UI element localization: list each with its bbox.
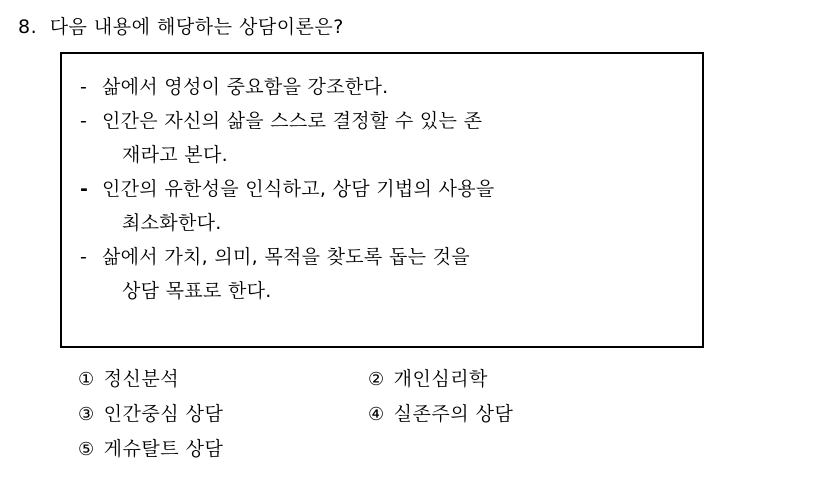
passage-word: 상담: [332, 178, 370, 200]
passage-word: 목적을: [264, 246, 321, 268]
passage-word: 자신의: [164, 110, 221, 132]
passage-item: [80, 104, 684, 172]
passage-word: 것을: [432, 246, 470, 268]
passage-word: 돕는: [388, 246, 427, 268]
choice-option-1[interactable]: [78, 362, 368, 397]
question-stem: [18, 14, 344, 40]
passage-box: [60, 52, 704, 348]
passage-item-line: 최소화한다.: [122, 212, 222, 234]
passage-item-line: [102, 104, 684, 138]
choice-number-icon: ⑤: [78, 439, 95, 460]
choice-label: 게슈탈트 상담: [103, 438, 224, 460]
choice-row: [78, 362, 678, 397]
passage-word: 기법의: [376, 178, 433, 200]
choice-row: [78, 432, 678, 467]
choice-number-icon: ①: [78, 369, 95, 390]
choice-option-3[interactable]: [78, 397, 368, 432]
choice-number-icon: ②: [368, 369, 385, 390]
passage-word: 결정할: [332, 110, 389, 132]
passage-item: [80, 240, 684, 308]
choice-label: 인간중심 상담: [103, 403, 224, 425]
passage-item: [80, 70, 684, 104]
passage-item-line: 재라고 본다.: [122, 144, 228, 166]
bullet-dash-icon: -: [80, 76, 88, 98]
passage-word: 찾도록: [326, 246, 383, 268]
choice-option-4[interactable]: [368, 397, 678, 432]
passage-word: 사용을: [438, 178, 495, 200]
choice-number-icon: ③: [78, 404, 95, 425]
answer-choices: [78, 362, 678, 467]
choice-label: 정신분석: [103, 368, 180, 390]
passage-item-text: [102, 70, 684, 104]
passage-item-line: 상담 목표로 한다.: [122, 280, 272, 302]
passage-word: 삶을: [226, 110, 264, 132]
passage-word: 인식하고,: [245, 178, 327, 200]
passage-item-line: 삶에서 영성이 중요함을 강조한다.: [102, 76, 389, 98]
choice-option-2[interactable]: [368, 362, 678, 397]
question-number: 8.: [18, 16, 38, 38]
passage-word: 삶에서: [102, 246, 158, 268]
passage-word: 스스로: [270, 110, 327, 132]
passage-item: [80, 172, 684, 240]
passage-word: 인간은: [102, 110, 158, 132]
passage-word: 존: [463, 110, 483, 132]
choice-row: [78, 397, 678, 432]
passage-item-text: [102, 104, 684, 172]
bullet-dash-icon: -: [80, 110, 88, 132]
passage-item-line: [102, 240, 684, 274]
choice-option-5[interactable]: [78, 432, 368, 467]
passage-word: 있는: [419, 110, 458, 132]
passage-content: [62, 54, 702, 308]
question-text: 다음 내용에 해당하는 상담이론은?: [49, 16, 344, 38]
passage-word: 가치,: [164, 246, 208, 268]
bullet-dash-icon: -: [80, 178, 89, 200]
passage-word: 수: [394, 110, 414, 132]
choice-label: 실존주의 상담: [393, 403, 514, 425]
passage-item-text: [102, 172, 684, 240]
choice-label: 개인심리학: [393, 368, 488, 390]
passage-item-text: [102, 240, 684, 308]
passage-item-line: [102, 172, 684, 206]
passage-word: 유한성을: [164, 178, 239, 200]
bullet-dash-icon: -: [80, 246, 88, 268]
passage-word: 인간의: [102, 178, 158, 200]
passage-word: 의미,: [214, 246, 258, 268]
choice-number-icon: ④: [368, 404, 385, 425]
